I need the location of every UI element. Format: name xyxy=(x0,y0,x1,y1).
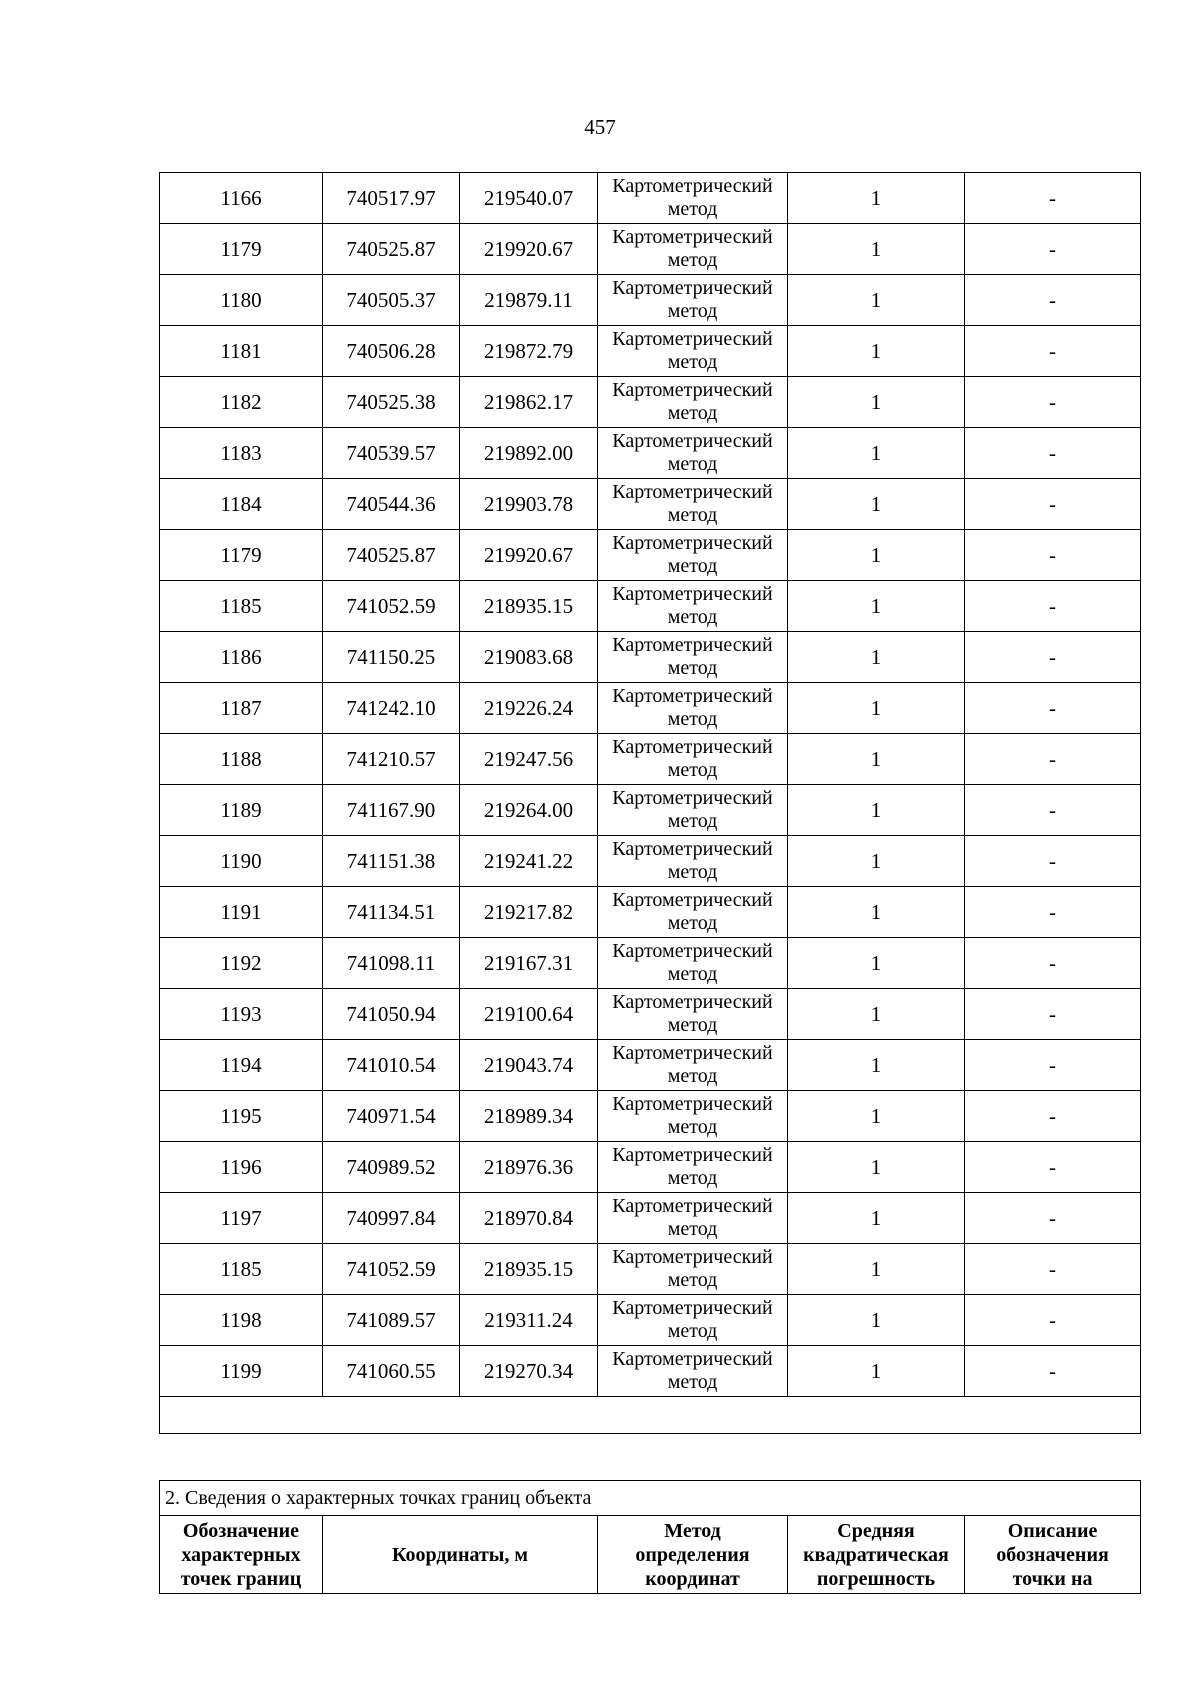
method-line: метод xyxy=(667,1371,718,1393)
point-designation-cell: 1188 xyxy=(160,734,323,785)
method-line: метод xyxy=(667,1269,718,1291)
description-cell: - xyxy=(965,734,1141,785)
method-line: метод xyxy=(667,504,718,526)
method-line: метод xyxy=(667,1167,718,1189)
method-cell xyxy=(598,377,788,428)
point-designation-cell: 1191 xyxy=(160,887,323,938)
method-cell xyxy=(598,1244,788,1295)
description-cell: - xyxy=(965,1040,1141,1091)
point-designation-cell: 1183 xyxy=(160,428,323,479)
point-designation-cell: 1195 xyxy=(160,1091,323,1142)
page-number: 457 xyxy=(584,115,616,139)
x-coordinate-cell: 740997.84 xyxy=(323,1193,460,1244)
description-cell: - xyxy=(965,224,1141,275)
section-2-table xyxy=(159,1480,1141,1594)
method-cell xyxy=(598,836,788,887)
description-cell: - xyxy=(965,1091,1141,1142)
method-cell xyxy=(598,326,788,377)
description-cell: - xyxy=(965,938,1141,989)
method-cell xyxy=(598,530,788,581)
header-accuracy xyxy=(788,1516,965,1594)
header-point-designation-line: Обозначение xyxy=(182,1519,300,1542)
header-accuracy-line: квадратическая xyxy=(803,1543,949,1566)
method-line: Картометрический xyxy=(612,685,773,707)
method-line: метод xyxy=(667,402,718,424)
boundary-points-table-body xyxy=(160,173,1141,1434)
x-coordinate-cell: 741060.55 xyxy=(323,1346,460,1397)
accuracy-cell: 1 xyxy=(788,1295,965,1346)
method-line: метод xyxy=(667,1116,718,1138)
method-line: метод xyxy=(667,912,718,934)
method-cell xyxy=(598,887,788,938)
method-line: метод xyxy=(667,606,718,628)
method-cell xyxy=(598,989,788,1040)
method-line: Картометрический xyxy=(612,328,773,350)
x-coordinate-cell: 741151.38 xyxy=(323,836,460,887)
y-coordinate-cell: 218989.34 xyxy=(460,1091,598,1142)
method-line: Картометрический xyxy=(612,175,773,197)
description-cell: - xyxy=(965,1346,1141,1397)
y-coordinate-cell: 219270.34 xyxy=(460,1346,598,1397)
method-cell xyxy=(598,1295,788,1346)
method-cell xyxy=(598,632,788,683)
method-cell xyxy=(598,224,788,275)
accuracy-cell: 1 xyxy=(788,836,965,887)
description-cell: - xyxy=(965,377,1141,428)
method-cell xyxy=(598,275,788,326)
method-cell xyxy=(598,785,788,836)
y-coordinate-cell: 219879.11 xyxy=(460,275,598,326)
method-line: метод xyxy=(667,555,718,577)
table-row xyxy=(160,632,1141,683)
y-coordinate-cell: 219264.00 xyxy=(460,785,598,836)
method-line: метод xyxy=(667,300,718,322)
header-description xyxy=(965,1516,1141,1594)
description-cell: - xyxy=(965,989,1141,1040)
table-row xyxy=(160,1091,1141,1142)
y-coordinate-cell: 219217.82 xyxy=(460,887,598,938)
y-coordinate-cell: 219083.68 xyxy=(460,632,598,683)
x-coordinate-cell: 741050.94 xyxy=(323,989,460,1040)
method-line: метод xyxy=(667,963,718,985)
accuracy-cell: 1 xyxy=(788,1193,965,1244)
description-cell: - xyxy=(965,887,1141,938)
y-coordinate-cell: 219920.67 xyxy=(460,224,598,275)
y-coordinate-cell: 218935.15 xyxy=(460,1244,598,1295)
accuracy-cell: 1 xyxy=(788,683,965,734)
y-coordinate-cell: 219903.78 xyxy=(460,479,598,530)
header-point-designation-line: характерных xyxy=(181,1543,301,1566)
method-line: Картометрический xyxy=(612,991,773,1013)
accuracy-cell: 1 xyxy=(788,1346,965,1397)
method-cell xyxy=(598,1193,788,1244)
y-coordinate-cell: 218976.36 xyxy=(460,1142,598,1193)
x-coordinate-cell: 740506.28 xyxy=(323,326,460,377)
x-coordinate-cell: 741167.90 xyxy=(323,785,460,836)
accuracy-cell: 1 xyxy=(788,581,965,632)
method-line: Картометрический xyxy=(612,532,773,554)
method-line: Картометрический xyxy=(612,889,773,911)
table-row xyxy=(160,1142,1141,1193)
header-point-designation xyxy=(160,1516,323,1594)
x-coordinate-cell: 741150.25 xyxy=(323,632,460,683)
method-line: метод xyxy=(667,249,718,271)
header-method xyxy=(598,1516,788,1594)
accuracy-cell: 1 xyxy=(788,938,965,989)
x-coordinate-cell: 740539.57 xyxy=(323,428,460,479)
point-designation-cell: 1179 xyxy=(160,224,323,275)
header-description-line: обозначения xyxy=(996,1543,1109,1566)
y-coordinate-cell: 219872.79 xyxy=(460,326,598,377)
table-row xyxy=(160,938,1141,989)
x-coordinate-cell: 740517.97 xyxy=(323,173,460,224)
table-row xyxy=(160,173,1141,224)
description-cell: - xyxy=(965,785,1141,836)
method-line: метод xyxy=(667,453,718,475)
point-designation-cell: 1185 xyxy=(160,581,323,632)
description-cell: - xyxy=(965,581,1141,632)
description-cell: - xyxy=(965,530,1141,581)
y-coordinate-cell: 219920.67 xyxy=(460,530,598,581)
accuracy-cell: 1 xyxy=(788,1244,965,1295)
method-line: Картометрический xyxy=(612,736,773,758)
method-line: Картометрический xyxy=(612,634,773,656)
table-row xyxy=(160,530,1141,581)
method-line: Картометрический xyxy=(612,940,773,962)
accuracy-cell: 1 xyxy=(788,785,965,836)
table-row xyxy=(160,1346,1141,1397)
method-cell xyxy=(598,479,788,530)
point-designation-cell: 1190 xyxy=(160,836,323,887)
method-line: метод xyxy=(667,810,718,832)
point-designation-cell: 1185 xyxy=(160,1244,323,1295)
method-line: Картометрический xyxy=(612,1195,773,1217)
description-cell: - xyxy=(965,836,1141,887)
method-line: метод xyxy=(667,198,718,220)
accuracy-cell: 1 xyxy=(788,326,965,377)
header-method-line: Метод xyxy=(664,1519,721,1542)
accuracy-cell: 1 xyxy=(788,1142,965,1193)
point-designation-cell: 1192 xyxy=(160,938,323,989)
method-line: Картометрический xyxy=(612,583,773,605)
method-line: Картометрический xyxy=(612,226,773,248)
table-row xyxy=(160,1040,1141,1091)
x-coordinate-cell: 740525.38 xyxy=(323,377,460,428)
description-cell: - xyxy=(965,479,1141,530)
accuracy-cell: 1 xyxy=(788,377,965,428)
x-coordinate-cell: 741052.59 xyxy=(323,581,460,632)
table-row xyxy=(160,785,1141,836)
x-coordinate-cell: 740971.54 xyxy=(323,1091,460,1142)
point-designation-cell: 1186 xyxy=(160,632,323,683)
method-line: метод xyxy=(667,1218,718,1240)
accuracy-cell: 1 xyxy=(788,428,965,479)
header-point-designation-line: точек границ xyxy=(180,1567,302,1590)
method-cell xyxy=(598,683,788,734)
accuracy-cell: 1 xyxy=(788,1040,965,1091)
accuracy-cell: 1 xyxy=(788,530,965,581)
method-line: Картометрический xyxy=(612,1246,773,1268)
table-row xyxy=(160,1244,1141,1295)
section-2-title: 2. Сведения о характерных точках границ объекта xyxy=(160,1481,1141,1516)
method-cell xyxy=(598,734,788,785)
point-designation-cell: 1197 xyxy=(160,1193,323,1244)
y-coordinate-cell: 218970.84 xyxy=(460,1193,598,1244)
boundary-points-table xyxy=(159,172,1141,1434)
accuracy-cell: 1 xyxy=(788,173,965,224)
point-designation-cell: 1199 xyxy=(160,1346,323,1397)
table-row xyxy=(160,224,1141,275)
point-designation-cell: 1184 xyxy=(160,479,323,530)
table-row xyxy=(160,428,1141,479)
point-designation-cell: 1166 xyxy=(160,173,323,224)
header-coordinates: Координаты, м xyxy=(323,1516,598,1594)
accuracy-cell: 1 xyxy=(788,224,965,275)
x-coordinate-cell: 741098.11 xyxy=(323,938,460,989)
method-cell xyxy=(598,1346,788,1397)
header-accuracy-line: Средняя xyxy=(837,1519,915,1542)
accuracy-cell: 1 xyxy=(788,1091,965,1142)
table-row xyxy=(160,734,1141,785)
header-description-line: точки на xyxy=(1012,1567,1093,1590)
point-designation-cell: 1194 xyxy=(160,1040,323,1091)
method-line: метод xyxy=(667,1320,718,1342)
method-cell xyxy=(598,1040,788,1091)
accuracy-cell: 1 xyxy=(788,887,965,938)
x-coordinate-cell: 741089.57 xyxy=(323,1295,460,1346)
x-coordinate-cell: 741134.51 xyxy=(323,887,460,938)
method-cell xyxy=(598,428,788,479)
method-line: метод xyxy=(667,759,718,781)
table-row xyxy=(160,479,1141,530)
method-cell xyxy=(598,581,788,632)
description-cell: - xyxy=(965,1244,1141,1295)
x-coordinate-cell: 740525.87 xyxy=(323,530,460,581)
y-coordinate-cell: 219167.31 xyxy=(460,938,598,989)
accuracy-cell: 1 xyxy=(788,632,965,683)
description-cell: - xyxy=(965,428,1141,479)
method-line: Картометрический xyxy=(612,838,773,860)
point-designation-cell: 1181 xyxy=(160,326,323,377)
method-cell xyxy=(598,1091,788,1142)
x-coordinate-cell: 741010.54 xyxy=(323,1040,460,1091)
description-cell: - xyxy=(965,1295,1141,1346)
y-coordinate-cell: 219892.00 xyxy=(460,428,598,479)
table-row xyxy=(160,887,1141,938)
table-row xyxy=(160,836,1141,887)
method-line: Картометрический xyxy=(612,1042,773,1064)
description-cell: - xyxy=(965,683,1141,734)
y-coordinate-cell: 219043.74 xyxy=(460,1040,598,1091)
header-method-line: координат xyxy=(645,1567,740,1590)
table-row xyxy=(160,275,1141,326)
description-cell: - xyxy=(965,1193,1141,1244)
method-line: Картометрический xyxy=(612,379,773,401)
y-coordinate-cell: 219247.56 xyxy=(460,734,598,785)
y-coordinate-cell: 218935.15 xyxy=(460,581,598,632)
point-designation-cell: 1179 xyxy=(160,530,323,581)
method-cell xyxy=(598,1142,788,1193)
accuracy-cell: 1 xyxy=(788,479,965,530)
y-coordinate-cell: 219100.64 xyxy=(460,989,598,1040)
x-coordinate-cell: 740989.52 xyxy=(323,1142,460,1193)
method-line: метод xyxy=(667,708,718,730)
point-designation-cell: 1189 xyxy=(160,785,323,836)
description-cell: - xyxy=(965,1142,1141,1193)
method-line: Картометрический xyxy=(612,481,773,503)
table-row xyxy=(160,989,1141,1040)
point-designation-cell: 1198 xyxy=(160,1295,323,1346)
y-coordinate-cell: 219311.24 xyxy=(460,1295,598,1346)
description-cell: - xyxy=(965,632,1141,683)
description-cell: - xyxy=(965,326,1141,377)
method-line: Картометрический xyxy=(612,1093,773,1115)
x-coordinate-cell: 740505.37 xyxy=(323,275,460,326)
method-line: Картометрический xyxy=(612,1348,773,1370)
accuracy-cell: 1 xyxy=(788,734,965,785)
y-coordinate-cell: 219540.07 xyxy=(460,173,598,224)
method-cell xyxy=(598,938,788,989)
point-designation-cell: 1193 xyxy=(160,989,323,1040)
table-row xyxy=(160,683,1141,734)
method-line: Картометрический xyxy=(612,277,773,299)
x-coordinate-cell: 741210.57 xyxy=(323,734,460,785)
header-description-line: Описание xyxy=(1007,1519,1098,1542)
table-row xyxy=(160,326,1141,377)
x-coordinate-cell: 741052.59 xyxy=(323,1244,460,1295)
method-line: Картометрический xyxy=(612,430,773,452)
table-row xyxy=(160,1295,1141,1346)
method-line: метод xyxy=(667,1014,718,1036)
point-designation-cell: 1187 xyxy=(160,683,323,734)
description-cell: - xyxy=(965,275,1141,326)
point-designation-cell: 1196 xyxy=(160,1142,323,1193)
x-coordinate-cell: 740525.87 xyxy=(323,224,460,275)
method-line: метод xyxy=(667,351,718,373)
table-row xyxy=(160,581,1141,632)
header-accuracy-line: погрешность xyxy=(816,1567,936,1590)
method-line: Картометрический xyxy=(612,1297,773,1319)
method-line: Картометрический xyxy=(612,1144,773,1166)
method-line: метод xyxy=(667,657,718,679)
table-row xyxy=(160,1193,1141,1244)
x-coordinate-cell: 741242.10 xyxy=(323,683,460,734)
point-designation-cell: 1182 xyxy=(160,377,323,428)
empty-row xyxy=(160,1397,1141,1434)
x-coordinate-cell: 740544.36 xyxy=(323,479,460,530)
method-cell xyxy=(598,173,788,224)
y-coordinate-cell: 219241.22 xyxy=(460,836,598,887)
method-line: метод xyxy=(667,1065,718,1087)
accuracy-cell: 1 xyxy=(788,275,965,326)
empty-cell xyxy=(160,1397,1141,1434)
y-coordinate-cell: 219226.24 xyxy=(460,683,598,734)
method-line: метод xyxy=(667,861,718,883)
description-cell: - xyxy=(965,173,1141,224)
method-line: Картометрический xyxy=(612,787,773,809)
accuracy-cell: 1 xyxy=(788,989,965,1040)
point-designation-cell: 1180 xyxy=(160,275,323,326)
table-row xyxy=(160,377,1141,428)
y-coordinate-cell: 219862.17 xyxy=(460,377,598,428)
header-method-line: определения xyxy=(635,1543,750,1566)
